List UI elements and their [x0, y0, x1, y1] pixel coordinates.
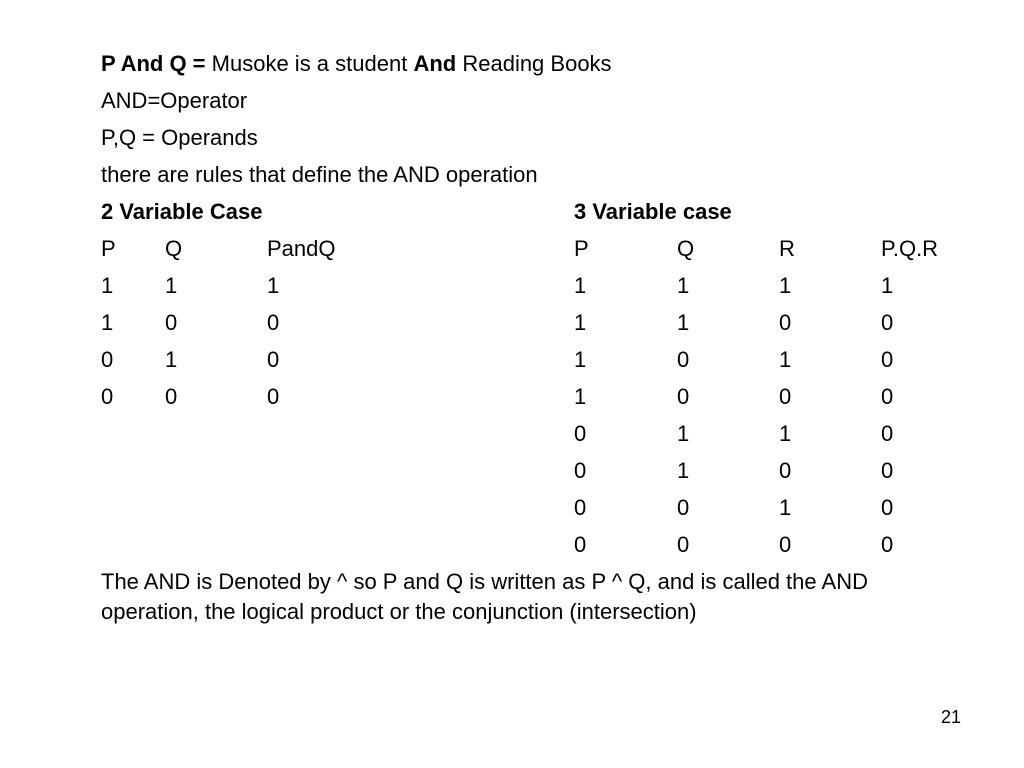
three-variable-cell: 1 [574, 384, 587, 409]
three-variable-cell: 0 [779, 384, 792, 409]
two-variable-cell: 0 [267, 384, 280, 409]
footer-text: The AND is Denoted by ^ so P and Q is written as P ^ Q, and is called the AND operation, the logical product or the conjunction (intersection) [101, 569, 868, 624]
two-variable-cell: 0 [101, 384, 114, 409]
three-variable-cell: 0 [881, 384, 894, 409]
three-variable-cell: 0 [881, 495, 894, 520]
three-variable-cell: 1 [574, 347, 587, 372]
three-variable-cell: 0 [677, 532, 690, 557]
intro-text-reading: Reading Books [462, 51, 612, 76]
intro-bold-and: And [413, 51, 457, 76]
intro-bold-p-and-q: P And Q = [101, 51, 206, 76]
page-number: 21 [941, 707, 962, 727]
intro-line-2: AND=Operator [101, 88, 248, 113]
three-variable-cell: 1 [677, 421, 690, 446]
two-variable-cell: 1 [165, 273, 178, 298]
three-variable-cell: 0 [881, 310, 894, 335]
two-variable-header-cell: P [101, 236, 116, 261]
two-variable-cell: 0 [165, 384, 178, 409]
two-variable-cell: 0 [165, 310, 178, 335]
three-variable-header-cell: Q [677, 236, 695, 261]
three-variable-cell: 0 [881, 347, 894, 372]
three-variable-cell: 1 [779, 273, 792, 298]
three-variable-cell: 0 [574, 532, 587, 557]
three-variable-cell: 0 [574, 458, 587, 483]
two-variable-cell: 1 [267, 273, 280, 298]
two-variable-cell: 1 [101, 310, 114, 335]
three-variable-cell: 0 [677, 384, 690, 409]
three-variable-cell: 1 [574, 310, 587, 335]
two-variable-header-cell: Q [165, 236, 183, 261]
three-variable-cell: 1 [779, 347, 792, 372]
three-variable-header-cell: P [574, 236, 589, 261]
three-variable-cell: 0 [677, 347, 690, 372]
intro-text-musoke: Musoke is a student [211, 51, 408, 76]
two-variable-cell: 0 [267, 310, 280, 335]
three-variable-title: 3 Variable case [574, 199, 732, 224]
intro-line-3: P,Q = Operands [101, 125, 258, 150]
two-variable-cell: 1 [165, 347, 178, 372]
three-variable-cell: 1 [677, 458, 690, 483]
three-variable-cell: 1 [881, 273, 894, 298]
two-variable-cell: 1 [101, 273, 114, 298]
three-variable-cell: 1 [574, 273, 587, 298]
three-variable-cell: 0 [779, 310, 792, 335]
three-variable-cell: 1 [779, 495, 792, 520]
three-variable-cell: 0 [881, 532, 894, 557]
three-variable-cell: 0 [779, 532, 792, 557]
three-variable-cell: 1 [677, 310, 690, 335]
three-variable-cell: 0 [779, 458, 792, 483]
three-variable-header-cell: R [779, 236, 795, 261]
intro-line-4: there are rules that define the AND operation [101, 162, 538, 187]
three-variable-cell: 0 [574, 421, 587, 446]
two-variable-header-cell: PandQ [267, 236, 336, 261]
three-variable-cell: 1 [677, 273, 690, 298]
three-variable-cell: 0 [574, 495, 587, 520]
two-variable-title: 2 Variable Case [101, 199, 263, 224]
three-variable-cell: 0 [881, 421, 894, 446]
three-variable-cell: 1 [779, 421, 792, 446]
two-variable-cell: 0 [267, 347, 280, 372]
three-variable-header-cell: P.Q.R [881, 236, 939, 261]
intro-line-1 [101, 51, 612, 77]
two-variable-cell: 0 [101, 347, 114, 372]
three-variable-cell: 0 [677, 495, 690, 520]
three-variable-cell: 0 [881, 458, 894, 483]
